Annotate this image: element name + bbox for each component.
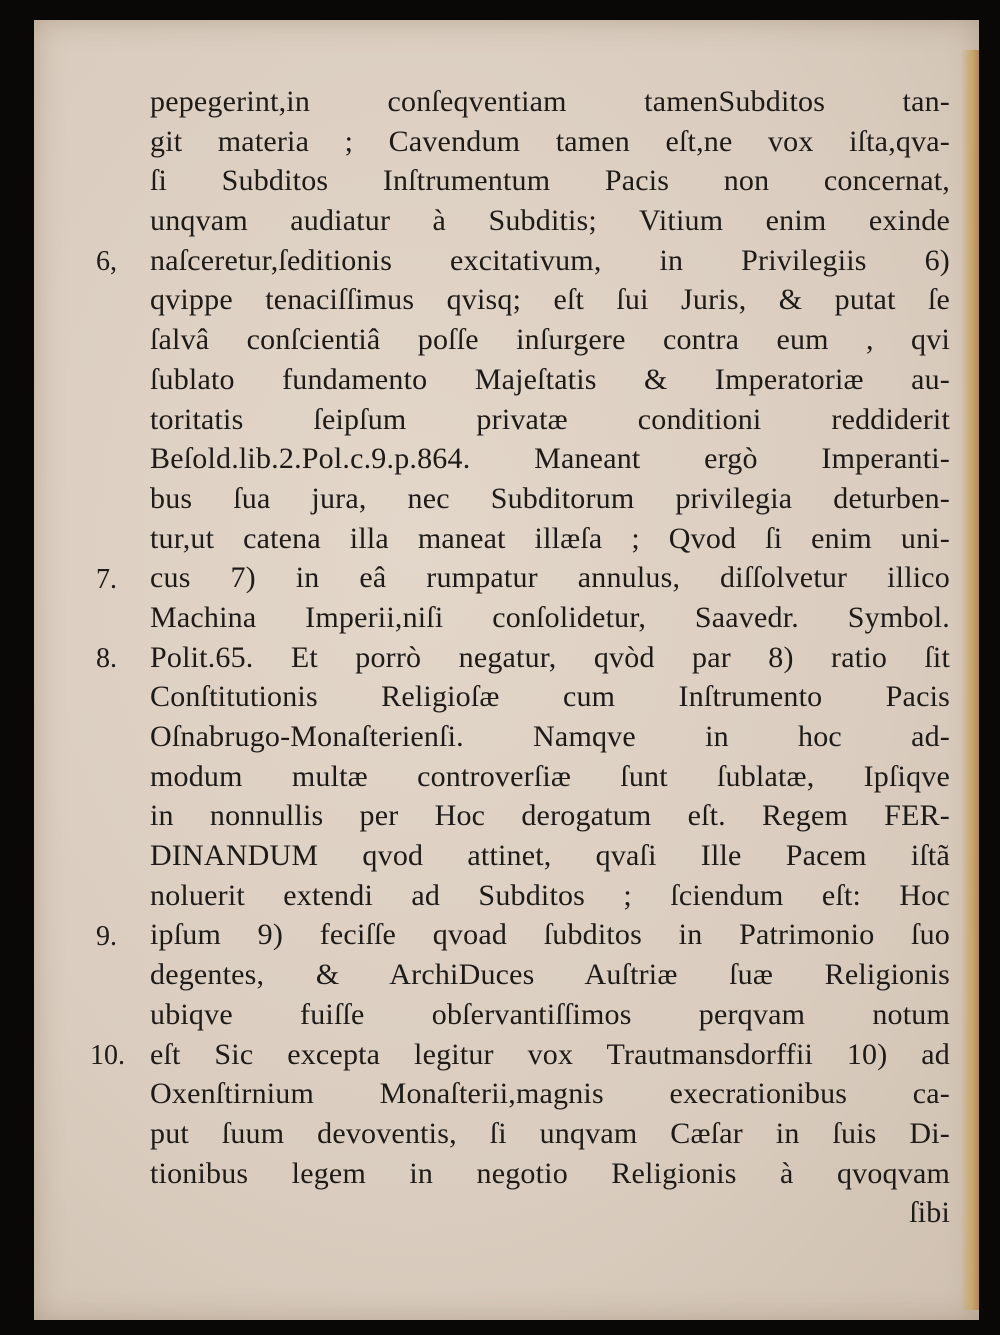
margin-number-8: 8. bbox=[96, 643, 117, 674]
catchword: ſibi bbox=[909, 1196, 950, 1230]
text-line: Oxenſtirnium Monaſterii,magnis execrationibus ca- bbox=[150, 1077, 950, 1111]
text-line: DINANDUM qvod attinet, qvaſi Ille Pacem iſtã bbox=[150, 839, 950, 873]
text-line: Polit.65. Et porrò negatur, qvòd par 8) ratio ſit bbox=[150, 640, 950, 674]
body-text bbox=[150, 82, 950, 1233]
text-line: Beſold.lib.2.Pol.c.9.p.864. Maneant ergò Imperanti- bbox=[150, 442, 950, 476]
margin-number-9: 9. bbox=[96, 921, 117, 952]
text-line: degentes, & ArchiDuces Auſtriæ ſuæ Religionis bbox=[150, 958, 950, 992]
text-line: in nonnullis per Hoc derogatum eſt. Regem FER- bbox=[150, 799, 950, 833]
text-line: bus ſua jura, nec Subditorum privilegia deturben- bbox=[150, 481, 950, 515]
page-edge bbox=[961, 50, 979, 1310]
text-line: git materia ; Cavendum tamen eſt,ne vox iſta,qva- bbox=[150, 124, 950, 158]
text-line: Machina Imperii,niſi conſolidetur, Saavedr. Symbol. bbox=[150, 600, 950, 634]
text-line: Oſnabrugo-Monaſterienſi. Namqve in hoc ad- bbox=[150, 720, 950, 753]
text-line: unqvam audiatur à Subditis; Vitium enim exinde bbox=[150, 204, 950, 238]
margin-number-6: 6, bbox=[96, 246, 117, 277]
text-line: ſublato fundamento Majeſtatis & Imperatoriæ au- bbox=[150, 362, 950, 396]
margin-number-10: 10. bbox=[90, 1040, 125, 1071]
text-line: modum multæ controverſiæ ſunt ſublatæ, Ipſiqve bbox=[150, 759, 950, 793]
text-line: toritatis ſeipſum privatæ conditioni reddiderit bbox=[150, 402, 950, 436]
text-line: ubiqve fuiſſe obſervantiſſimos perqvam notum bbox=[150, 997, 950, 1031]
text-line: put ſuum devoventis, ſi unqvam Cæſar in ſuis Di- bbox=[150, 1116, 950, 1150]
text-line: tionibus legem in negotio Religionis à qvoqvam bbox=[150, 1156, 950, 1190]
text-line: ſi Subditos Inſtrumentum Pacis non concernat, bbox=[150, 164, 950, 198]
text-line: tur,ut catena illa maneat illæſa ; Qvod ſi enim uni- bbox=[150, 521, 950, 555]
text-line: Conſtitutionis Religioſæ cum Inſtrumento Pacis bbox=[150, 680, 950, 714]
text-line: naſceretur,ſeditionis excitativum, in Privilegiis 6) bbox=[150, 243, 950, 277]
text-line: noluerit extendi ad Subditos ; ſciendum eſt: Hoc bbox=[150, 878, 950, 912]
text-line: pepegerint,in conſeqventiam tamenSubditos tan- bbox=[150, 85, 950, 118]
text-line: ipſum 9) feciſſe qvoad ſubditos in Patrimonio ſuo bbox=[150, 918, 950, 952]
text-line: qvippe tenaciſſimus qvisq; eſt ſui Juris, & putat ſe bbox=[150, 283, 950, 317]
text-line: eſt Sic excepta legitur vox Trautmansdorffii 10) ad bbox=[150, 1037, 950, 1071]
margin-number-7: 7. bbox=[96, 564, 117, 595]
text-line: ſalvâ conſcientiâ poſſe inſurgere contra eum , qvi bbox=[150, 323, 950, 357]
text-line: cus 7) in eâ rumpatur annulus, diſſolvetur illico bbox=[150, 561, 950, 595]
